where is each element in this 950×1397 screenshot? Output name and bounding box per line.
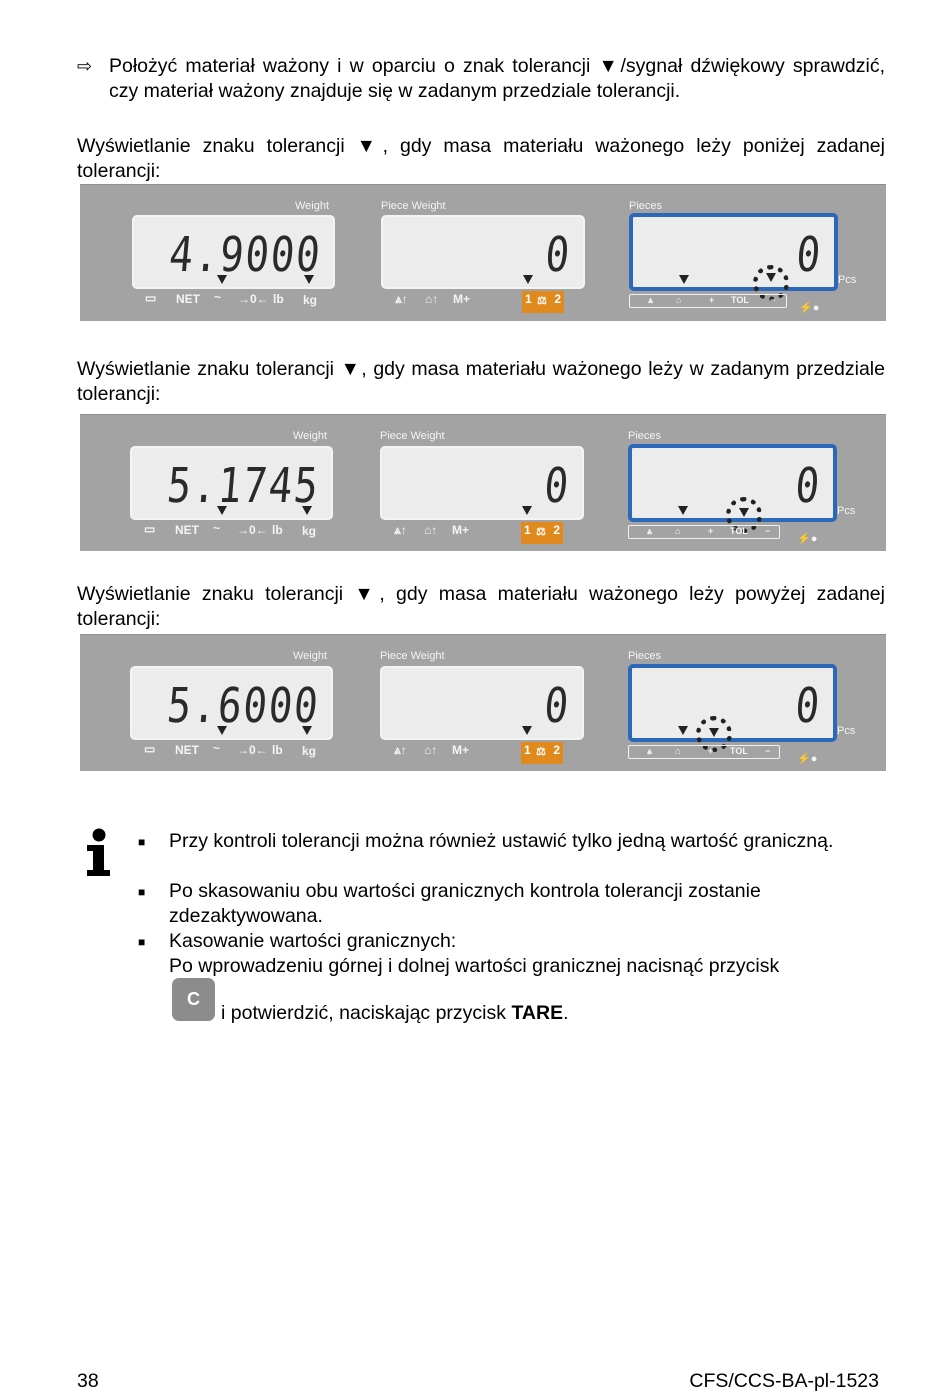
tolerance-triangle [766, 273, 776, 282]
tare-icon: ⌂ [676, 295, 682, 305]
pieces-label: Pieces [628, 650, 662, 662]
tolerance-strip: ⩓ ⌂ + TOL − [628, 525, 780, 539]
dual-scale-badge: 1 ⚖ 2 [521, 742, 563, 764]
net-indicator: NET [175, 523, 199, 537]
battery-icon: ▭ [144, 742, 156, 756]
kg-indicator: kg [302, 524, 317, 538]
piece-weight-display [380, 666, 584, 740]
note-item: Po skasowaniu obu wartości granicznych kontrola tolerancji zostanie zdezaktywowana. [169, 880, 761, 927]
tare-icon: ⌂ [675, 526, 681, 536]
stable-indicator: ~ [214, 290, 222, 304]
piece-weight-display [380, 446, 584, 520]
sum-up-icon: ⩓↑ [394, 523, 407, 537]
piece-weight-display [381, 215, 585, 289]
triangle-indicator [217, 506, 227, 515]
note-item: Kasowanie wartości granicznych: [169, 930, 457, 952]
caption-within: Wyświetlanie znaku tolerancji ▼, gdy masa materiału ważonego leży w zadanym przedziale tolerancji: [77, 358, 885, 405]
dual-scale-badge: 1 ⚖ 2 [522, 291, 564, 313]
intro-paragraph [77, 54, 885, 104]
piece-weight-value: 0 [542, 678, 573, 734]
pieces-value: 0 [793, 458, 824, 514]
kg-indicator: kg [302, 744, 317, 758]
weight-label: Weight [295, 200, 330, 212]
piece-weight-label: Piece Weight [381, 200, 446, 212]
caption-above: Wyświetlanie znaku tolerancji ▼, gdy masa materiału ważonego leży powyżej zadanej tolerancji: [77, 583, 885, 630]
document-code: CFS/CCS-BA-pl-1523 [689, 1370, 879, 1392]
battery-icon: ▭ [145, 291, 157, 305]
triangle-indicator [302, 506, 312, 515]
stack-up-icon: ⌂↑ [424, 743, 438, 757]
tolerance-triangle [709, 728, 719, 737]
triangle-indicator [523, 275, 533, 284]
pcs-label: Pcs [838, 274, 857, 286]
note-continuation: Po wprowadzeniu górnej i dolnej wartości granicznej nacisnąć przycisk [169, 955, 780, 977]
tolerance-strip: ⩓ ⌂ + TOL − [628, 745, 780, 759]
sum-up-icon: ⩓↑ [394, 743, 407, 757]
pcs-label: Pcs [837, 505, 856, 517]
pieces-label: Pieces [629, 200, 663, 212]
weight-label: Weight [293, 650, 328, 662]
power-icon: ⚡● [797, 753, 818, 765]
net-indicator: NET [175, 743, 199, 757]
weight-value: 4.9000 [166, 227, 324, 283]
tolerance-triangle [739, 508, 749, 517]
caption-below: Wyświetlanie znaku tolerancji ▼, gdy masa materiału ważonego leży poniżej zadanej tolerancji: [77, 135, 885, 182]
weight-display [132, 215, 335, 289]
weight-value: 5.1745 [164, 458, 322, 514]
lb-indicator: lb [272, 523, 283, 537]
page-number: 38 [77, 1370, 99, 1392]
weight-display [130, 666, 333, 740]
triangle-indicator [304, 275, 314, 284]
sum-up-icon: ⩓↑ [395, 292, 408, 306]
stack-up-icon: ⌂↑ [425, 292, 439, 306]
pieces-value: 0 [794, 227, 825, 283]
bullet-icon: ■ [138, 935, 146, 949]
zero-indicator: →0← [237, 743, 268, 757]
pyramid-icon: ⩓ [647, 526, 653, 536]
pieces-value: 0 [793, 678, 824, 734]
pieces-label: Pieces [628, 430, 662, 442]
piece-weight-label: Piece Weight [380, 430, 445, 442]
tare-icon: ⌂ [675, 746, 681, 756]
triangle-indicator [302, 726, 312, 735]
triangle-indicator [678, 726, 688, 735]
scale-icon: ⚖ [536, 526, 546, 538]
scale-icon: ⚖ [537, 295, 547, 307]
pieces-display [629, 213, 838, 291]
zero-indicator: →0← [237, 523, 268, 537]
pyramid-icon: ⩓ [647, 746, 653, 756]
triangle-indicator [217, 275, 227, 284]
battery-icon: ▭ [144, 522, 156, 536]
pyramid-icon: ⩓ [648, 295, 654, 305]
lb-indicator: lb [273, 292, 284, 306]
weight-label: Weight [293, 430, 328, 442]
scale-icon: ⚖ [536, 746, 546, 758]
kg-indicator: kg [303, 293, 318, 307]
dual-scale-badge: 1 ⚖ 2 [521, 522, 563, 544]
triangle-indicator [678, 506, 688, 515]
c-key-icon: C [172, 978, 215, 1021]
power-icon: ⚡● [797, 533, 818, 545]
piece-weight-value: 0 [543, 227, 574, 283]
tare-key-label: TARE [511, 1002, 564, 1024]
pieces-display [628, 444, 837, 522]
weight-display [130, 446, 333, 520]
stable-indicator: ~ [213, 741, 221, 755]
triangle-indicator [217, 726, 227, 735]
power-icon: ⚡● [799, 302, 820, 314]
stable-indicator: ~ [213, 521, 221, 535]
display-panel-below [80, 184, 886, 321]
memory-plus-indicator: M+ [452, 743, 470, 757]
piece-weight-label: Piece Weight [380, 650, 445, 662]
weight-value: 5.6000 [164, 678, 322, 734]
memory-plus-indicator: M+ [453, 292, 471, 306]
piece-weight-value: 0 [542, 458, 573, 514]
confirm-line: i potwierdzić, naciskając przycisk TARE. [221, 1002, 569, 1024]
zero-indicator: →0← [238, 292, 269, 306]
bullet-icon: ■ [138, 885, 146, 899]
net-indicator: NET [176, 292, 200, 306]
triangle-indicator [679, 275, 689, 284]
intro-text: Położyć materiał ważony i w oparciu o znak tolerancji ▼/sygnał dźwiękowy sprawdzić, czy materiał ważony znajduje się w zadanym przedziale tolerancji. [109, 55, 885, 102]
note-item: Przy kontroli tolerancji można również ustawić tylko jedną wartość graniczną. [169, 830, 834, 852]
display-panel-within [80, 414, 886, 551]
info-icon [84, 828, 114, 878]
stack-up-icon: ⌂↑ [424, 523, 438, 537]
memory-plus-indicator: M+ [452, 523, 470, 537]
tolerance-strip: ⩓ ⌂ + TOL − [629, 294, 787, 308]
bullet-icon: ■ [138, 835, 146, 849]
display-panel-above [80, 634, 886, 771]
triangle-indicator [522, 506, 532, 515]
arrow-right-icon: ⇨ [77, 56, 93, 76]
pcs-label: Pcs [837, 725, 856, 737]
lb-indicator: lb [272, 743, 283, 757]
pieces-display [628, 664, 837, 742]
triangle-indicator [522, 726, 532, 735]
